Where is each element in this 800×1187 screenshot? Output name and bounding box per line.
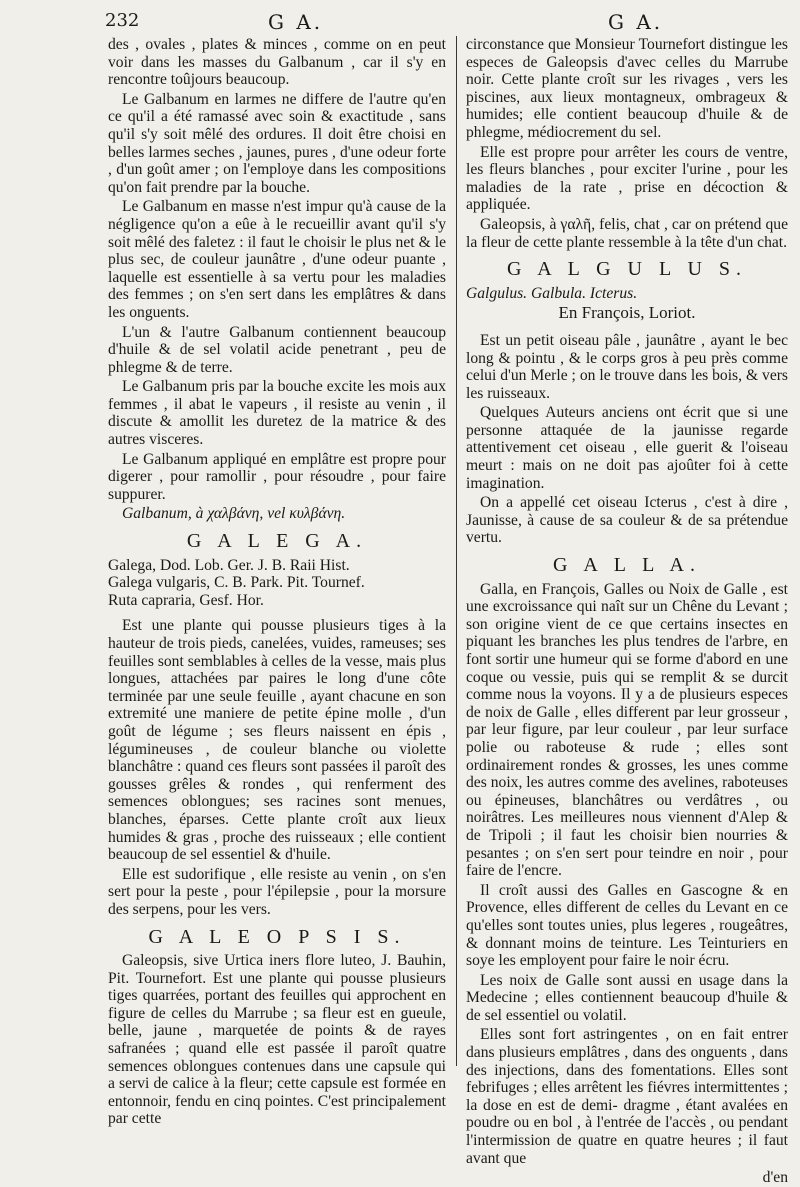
galbanum-paragraph: Le Galbanum pris par la bouche excite les mois aux femmes , il abat le vapeurs , il resiste au venin , il discute & amollit les duretez de la matrice & des autres visceres. (108, 378, 446, 449)
galeopsis-paragraph: Elle est propre pour arrêter les cours de ventre, les fleurs blanches , pour exciter l'urine , pour les maladies de la rate , prise en décoction & appliquée. (466, 143, 788, 214)
galeopsis-paragraph: Galeopsis, sive Urtica iners flore luteo, J. Bauhin, Pit. Tournefort. Est une plante qui pousse plusieurs tiges quarrées, portant des feuilles qui approchent en figure de celles du Marrube ; sa fleur est en gueule, belle, jaune , marquetée de points & de rayes safranées ; quand elle est passée il paroît quatre semences oblongues contenues dans une capsule qui a servi de calice à la fleur; cette capsule est formée en entonnoir, fendu en cinq pointes. C'est principalement par cette (108, 952, 446, 1128)
galbanum-paragraph: des , ovales , plates & minces , comme on en peut voir dans les masses du Galbanum , car il s'y en rencontre toûjours beaucoup. (108, 36, 446, 89)
galega-paragraph: Est une plante qui pousse plusieurs tiges à la hauteur de trois pieds, canelées, vuides, rameuses; ses feuilles sont semblables à celles de la vesse, mais plus longues, attachées par paires le long d'une côte terminée par une seule feuille , ayant chacune en son extremité une maniere de petite épine molle , d'un goût de légume ; ses fleurs naissent en épis , légumineuses , de couleur blanche ou violette blanchâtre : quand ces fleurs sont passées il paroît des gousses grêles & rondes , qui renferment des semences oblongues; ses racines sont menues, blanches, éparses. Cette plante croît aux lieux humides & gras , proche des ruisseaux ; elle contient beaucoup de sel essentiel & d'huile. (108, 617, 446, 864)
right-column (466, 36, 788, 1187)
galega-title: G A L E G A. (186, 530, 368, 553)
galla-paragraph: Les noix de Galle sont aussi en usage dans la Medecine ; elles contiennent beaucoup d'huile & de sel essentiel ou volatil. (466, 971, 788, 1024)
galega-synonym: Galega vulgaris, C. B. Park. Pit. Tournef. (108, 574, 365, 592)
galgulus-paragraph: Est un petit oiseau pâle , jaunâtre , ayant le bec long & pointu , & le corps gros à peu près comme celui d'un Merle ; on le trouve dans les bois, & vers les ruisseaux. (466, 331, 788, 402)
left-column (108, 36, 446, 1130)
galgulus-french-name: En François, Loriot. (558, 303, 696, 323)
galbanum-paragraph: L'un & l'autre Galbanum contiennent beaucoup d'huile & de sel volatil acide penetrant , peu de phlegme & de terre. (108, 323, 446, 376)
galeopsis-etymology: Galeopsis, à γαλῆ, felis, chat , car on prétend que la fleur de cette plante ressemble à la tête d'un chat. (466, 215, 788, 251)
galla-paragraph: Il croît aussi des Galles en Gascogne & en Provence, elles different de celles du Levant en ce qu'elles sont toutes unies, plus legeres , rougeâtres, & donnant moins de teinture. Les Teinturiers en soye les employent pour faire le noir écru. (466, 881, 788, 970)
running-head (0, 10, 800, 36)
galeopsis-paragraph: circonstance que Monsieur Tournefort distingue les especes de Galeopsis d'avec celles du Marrube noir. Cette plante croît sur les rivages , vers les piscines, aux lieux montagneux, ombrageux & humides; elle contient beaucoup d'huile & de phlegme, médiocrement du sel. (466, 36, 788, 141)
galega-paragraph: Elle est sudorifique , elle resiste au venin , on s'en sert pour la peste , pour l'épilepsie , pour la morsure des serpens, pour les vers. (108, 865, 446, 918)
catchword: d'en (762, 1169, 788, 1187)
galgulus-paragraph: Quelques Auteurs anciens ont écrit que si une personne attaquée de la jaunisse regarde attentivement cet oiseau , elle guerit & l'oiseau meurt : mais on ne doit pas ajoûter foi à cette imagination. (466, 404, 788, 492)
galgulus-synonyms: Galgulus. Galbula. Icterus. (466, 284, 638, 302)
galla-title: G A L L A. (553, 554, 701, 577)
galgulus-paragraph: On a appellé cet oiseau Icterus , c'est à dire , Jaunisse, à cause de sa couleur & de sa prétendue vertu. (466, 494, 788, 547)
galbanum-paragraph: Le Galbanum appliqué en emplâtre est propre pour digerer , pour ramollir , pour résoudre , pour faire suppurer. (108, 450, 446, 503)
galbanum-paragraph: Le Galbanum en masse n'est impur qu'à cause de la négligence qu'on a eûe à le recueillir avant qu'il s'y soit mêlé des faletez : il faut le choisir le plus net & le plus sec, de couleur jaunâtre , d'une odeur puante , laquelle est essentielle à sa vertu pour les maladies des femmes ; on s'en sert dans les emplâtres & dans les onguents. (108, 198, 446, 321)
galgulus-title: G A L G U L U S. (506, 258, 748, 281)
galega-synonym: Galega, Dod. Lob. Ger. J. B. Raii Hist. (108, 556, 350, 574)
galbanum-paragraph: Le Galbanum en larmes ne differe de l'autre qu'en ce qu'il a été ramassé avec soin & exactitude , sans qu'il s'y soit mêlé des ordures. Il doit être choisi en belles larmes seches , jaunes, pures , d'une odeur forte , d'un goût amer ; on l'employe dans les compositions qu'on fait prendre par la bouche. (108, 90, 446, 196)
column-divider (456, 36, 457, 1066)
page-number: 232 (105, 10, 140, 31)
left-running-head: G A. (268, 10, 324, 34)
galega-synonym: Ruta capraria, Gesf. Hor. (108, 591, 264, 609)
right-running-head: G A. (608, 10, 664, 34)
galeopsis-title: G A L E O P S I S. (148, 925, 406, 948)
galla-paragraph: Elles sont fort astringentes , on en fait entrer dans plusieurs emplâtres , dans des onguents , dans des injections, dans des fomentations. Elles sont febrifuges ; elles arrêtent les fiévres intermittentes ; la dose en est de demi- dragme , étant avalées en poudre ou en bol , à l'entrée de l'accès , ou pendant l'intermission de quatre en quatre heures ; il faut avant que (466, 1026, 788, 1167)
galla-paragraph: Galla, en François, Galles ou Noix de Galle , est une excroissance qui naît sur un Chêne du Levant ; son origine vient de ce que certains insectes en piquant les branches les plus tendres de l'arbre, en font sortir une humeur qui se forme d'abord en une coque ou vessie, puis qui se remplit & se durcit comme nous la voyons. Il y a de plusieurs especes de noix de Galle , elles different par leur grosseur , par leur figure, par leur couleur , par leur surface polie ou raboteuse & rude ; elles sont ordinairement rondes & grosses, les unes comme des noix, les autres comme des avelines, raboteuses ou épineuses, blanchâtres ou verdâtres , ou noirâtres. Les meilleures nous viennent d'Alep & de Tripoli ; il faut les choisir bien nourries & pesantes ; on s'en sert pour teindre en noir , pour faire de l'encre. (466, 580, 788, 880)
galbanum-etymology: Galbanum, à χαλβάνη, vel κυλβάνη. (122, 505, 346, 523)
